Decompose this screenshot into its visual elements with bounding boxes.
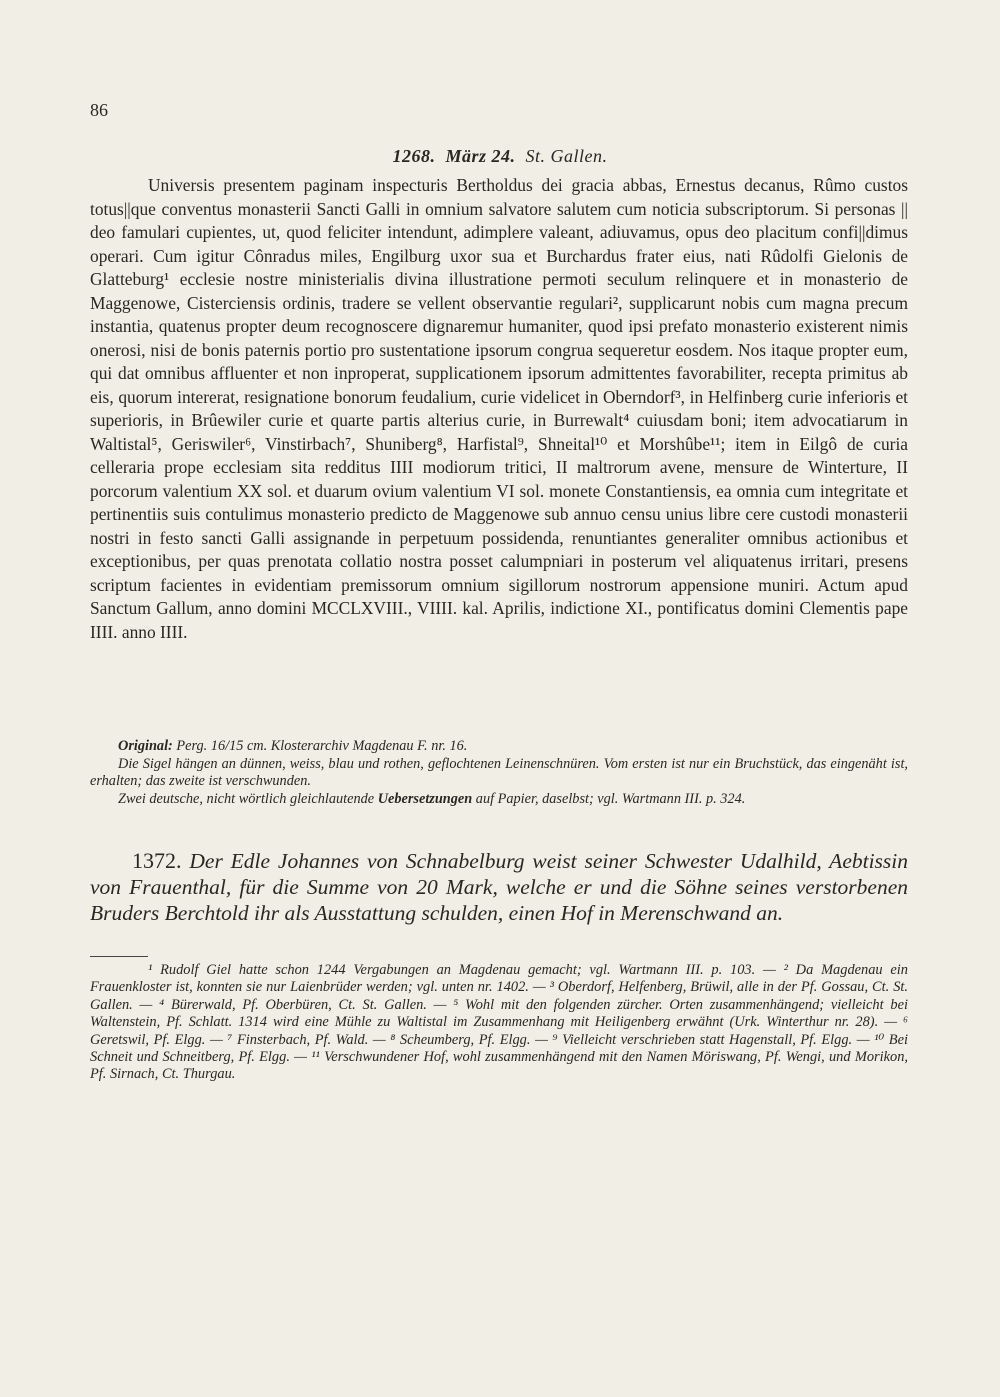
regest-number: 1372. <box>132 848 182 873</box>
charter-header <box>0 146 1000 167</box>
footnote-divider <box>90 956 148 957</box>
charter-year: 1268. <box>392 146 436 166</box>
footnotes <box>90 962 908 1084</box>
translation-pre: Zwei deutsche, nicht wörtlich gleichlautende <box>118 790 378 807</box>
seals-note: Die Sigel hängen an dünnen, weiss, blau und rothen, geflochtenen Leinenschnüren. Vom ersten ist nur ein Bruchstück, das eingenäht ist, erhalten; das zweite ist verschwunden. <box>90 755 908 789</box>
charter-place: St. Gallen. <box>525 146 608 166</box>
footnote-text: ¹ Rudolf Giel hatte schon 1244 Vergabungen an Magdenau gemacht; vgl. Wartmann III. p. 103. — ² Da Magdenau ein Frauenkloster ist, konnten sie nur Laienbrüder werden; vgl. unten nr. 1402. — ³ Oberdorf, Helfenberg, Brüwil, alle in der Pf. Gossau, Ct. St. Gallen. — ⁴ Bürerwald, Pf. Oberbüren, Ct. St. Gallen. — ⁵ Wohl mit den folgenden zürcher. Orten zusammenhängend; vielleicht bei Waltenstein, Pf. Schlatt. 1314 wird eine Mühle zu Waltistal im Zusammenhang mit Heiligenberg erwähnt (Urk. Winterthur nr. 28). — ⁶ Geretswil, Pf. Elgg. — ⁷ Finsterbach, Pf. Wald. — ⁸ Scheumberg, Pf. Elgg. — ⁹ Vielleicht verschrieben statt Hagenstall, Pf. Elgg. — ¹⁰ Bei Schneit und Schneitberg, Pf. Elgg. — ¹¹ Verschwundener Hof, wohl zusammenhängend mit den Namen Möriswang, Pf. Wengi, und Morikon, Pf. Sirnach, Ct. Thurgau. <box>90 962 908 1083</box>
original-label: Original: <box>118 738 173 754</box>
translation-post: auf Papier, daselbst; vgl. Wartmann III. p. 324. <box>472 790 746 807</box>
original-text: Perg. 16/15 cm. Klosterarchiv Magdenau F. nr. 16. <box>172 738 468 754</box>
original-note <box>90 738 908 756</box>
translation-bold: Uebersetzungen <box>377 790 473 807</box>
regest-text: Der Edle Johannes von Schnabelburg weist seiner Schwester Udalhild, Aebtissin von Frauenthal, für die Summe von 20 Mark, welche er und die Söhne seines verstorbenen Bruders Berchtold ihr als Ausstattung schulden, einen Hof in Merenschwand an. <box>90 849 909 925</box>
translation-note <box>90 791 908 809</box>
charter-body <box>90 174 908 644</box>
archival-notes <box>90 738 908 808</box>
charter-text: Universis presentem paginam inspecturis Bertholdus dei gracia abbas, Ernestus decanus, Rûmo custos totus||que conventus monasterii Sancti Galli in omnium salvatore salutem cum noticia subscriptorum. Si personas || deo famulari cupientes, ut, quod feliciter intendunt, adimplere valeant, adiuvamus, opus deo placitum confi||dimus operari. Cum igitur Cônradus miles, Engilburg uxor sua et Burchardus frater eius, nati Rûdolfi Gielonis de Glatteburg¹ ecclesie nostre ministerialis divina illustratione permoti seculum relinquere et in monasterio de Maggenowe, Cisterciensis ordinis, tradere se vellent observantie regulari², supplicarunt nobis cum magna precum instantia, quatenus propter deum recognoscere dignaremur humaniter, quod ipsi prefato monasterio existerent nimis onerosi, nisi de bonis paternis portio pro sustentatione ipsorum congrua sequeretur eosdem. Nos itaque propter eum, qui dat omnibus affluenter et non inproperat, supplicationem ipsorum admittentes favorabiliter, recepta primitus ab eis, quorum intererat, resignatione bonorum feudalium, curie videlicet in Oberndorf³, in Helfinberg curie inferioris et superioris, in Brûewiler curie et quarte partis alterius curie, in Burrewalt⁴ cuiusdam boni; item advocatiarum in Waltistal⁵, Geriswiler⁶, Vinstirbach⁷, Shuniberg⁸, Harfistal⁹, Shneital¹⁰ et Morshûbe¹¹; item in Eilgô de curia celleraria prope ecclesiam sita redditus IIII modiorum tritici, II maltrorum avene, mensure de Winterture, II porcorum valentium XX sol. et duarum ovium valentium VI sol. monete Constantiensis, ea omnia cum integritate et pertinentiis suis contulimus monasterio predicto de Maggenowe sub annuo censu unius libre cere custodi monasterii nostri in festo sancti Galli assignande in perpetuum possidenda, renuntiantes generaliter omnibus actionibus et exceptionibus, per quas prenotata collatio nostra posset calumpniari in posterum vel aliquatenus irritari, presens scriptum facientes in evidentiam premissorum omnium sigillorum nostrorum appensione muniri. Actum apud Sanctum Gallum, anno domini MCCLXVIII., VIIII. kal. Aprilis, indictione XI., pontificatus domini Clementis pape IIII. anno IIII. <box>90 175 908 642</box>
regest <box>90 848 908 926</box>
page-number: 86 <box>90 100 108 120</box>
charter-date: März 24. <box>445 146 516 166</box>
